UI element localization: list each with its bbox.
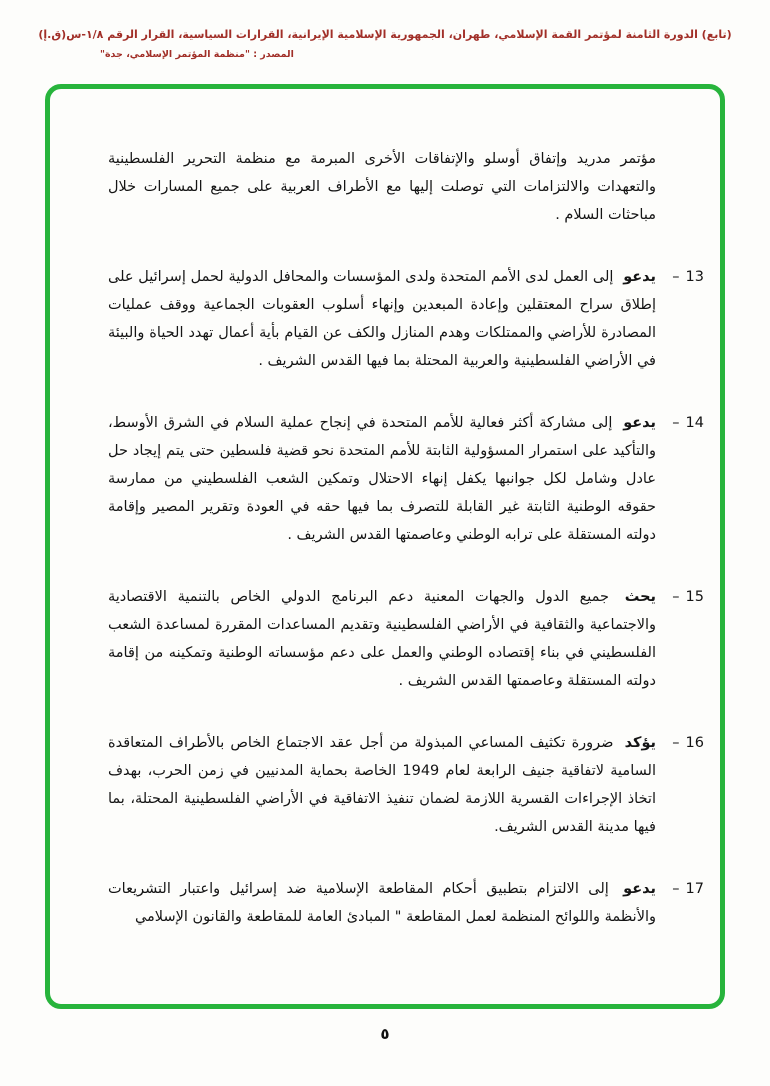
source-label: المصدر : xyxy=(253,49,294,60)
item-dash: – xyxy=(672,415,680,431)
item-marker xyxy=(672,409,704,437)
page-number: ٥ xyxy=(380,1025,390,1043)
resolution-item-16 xyxy=(108,729,704,841)
item-number: 13 xyxy=(685,269,704,285)
item-dash: – xyxy=(672,589,680,605)
intro-paragraph: مؤتمر مدريد وإتفاق أوسلو والإتفاقات الأخرى المبرمة مع منظمة التحرير الفلسطينية والتعهدات والالتزامات التي توصلت إليها مع الأطراف العربية على جميع المسارات خلال مباحثات السلام . xyxy=(108,151,656,223)
item-lead-word: يدعو xyxy=(623,881,656,897)
content-frame xyxy=(45,84,725,1009)
item-text xyxy=(108,875,656,931)
document-header xyxy=(0,0,770,60)
item-body: إلى الالتزام بتطبيق أحكام المقاطعة الإسلامية ضد إسرائيل واعتبار التشريعات والأنظمة واللوائح المنظمة لعمل المقاطعة " المبادئ العامة للمقاطعة والقانون الإسلامي xyxy=(108,881,656,925)
header-title: (تابع) الدورة الثامنة لمؤتمر القمة الإسلامي، طهران، الجمهورية الإسلامية الإيرانية، القرارات السياسية، القرار الرقم ١/٨-س(ق.إ) xyxy=(38,28,732,41)
item-lead-word: يدعو xyxy=(623,269,657,285)
item-number: 17 xyxy=(685,881,704,897)
resolution-item-15 xyxy=(108,583,704,695)
item-marker xyxy=(672,583,704,611)
item-lead-word: يحث xyxy=(624,589,656,605)
item-marker xyxy=(672,875,704,903)
item-body: إلى مشاركة أكثر فعالية للأمم المتحدة في إنجاح عملية السلام في الشرق الأوسط، والتأكيد على استمرار المسؤولية الثابتة للأمم المتحدة نحو قضية فلسطين حتى يتم إيجاد حل عادل وشامل لكل جوانبها يكفل إنهاء الاحتلال وتمكين الشعب الفلسطيني من ممارسة حقوقه الوطنية الثابتة غير القابلة للتصرف بما فيها حقه في العودة وتقرير المصير وإقامة دولته المستقلة على ترابه الوطني وعاصمتها القدس الشريف . xyxy=(108,415,656,543)
item-body: ضرورة تكثيف المساعي المبذولة من أجل عقد الاجتماع الخاص بالأطراف المتعاقدة السامية لاتفاقية جنيف الرابعة لعام 1949 الخاصة بحماية المدنيين في زمن الحرب، بهدف اتخاذ الإجراءات القسرية اللازمة لضمان تنفيذ الاتفاقية في الأراضي الفلسطينية المحتلة، بما فيها مدينة القدس الشريف. xyxy=(108,735,656,835)
document-footer xyxy=(0,1025,770,1043)
item-marker xyxy=(672,729,704,757)
item-text xyxy=(108,583,656,695)
item-lead-word: يؤكد xyxy=(624,735,656,751)
item-text xyxy=(108,409,656,549)
item-number: 15 xyxy=(685,589,704,605)
item-body: إلى العمل لدى الأمم المتحدة ولدى المؤسسات والمحافل الدولية لحمل إسرائيل على إطلاق سراح المعتقلين وإعادة المبعدين وإنهاء أسلوب العقوبات الجماعية ووقف عمليات المصادرة للأراضي والممتلكات وهدم المنازل والكف عن القيام بأية أعمال تهدد الحياة والبيئة في الأراضي الفلسطينية والعربية المحتلة بما فيها القدس الشريف . xyxy=(108,269,656,369)
item-body: جميع الدول والجهات المعنية دعم البرنامج الدولي الخاص بالتنمية الاقتصادية والاجتماعية والثقافية في الأراضي الفلسطينية وتقديم المساعدات المقررة لمساعدة الشعب الفلسطيني في بناء إقتصاده الوطني والعمل على دعم مؤسساته الوطنية وتمكينه من إقامة دولته المستقلة وعاصمتها القدس الشريف . xyxy=(108,589,656,689)
document-content xyxy=(50,89,720,981)
item-dash: – xyxy=(672,735,680,751)
resolution-item-14 xyxy=(108,409,704,549)
item-lead-word: يدعو xyxy=(623,415,657,431)
item-text xyxy=(108,729,656,841)
header-source-line xyxy=(0,49,770,60)
resolution-item-13 xyxy=(108,263,704,375)
item-marker xyxy=(672,263,704,291)
item-dash: – xyxy=(672,269,680,285)
source-value: "منظمة المؤتمر الإسلامي، جدة" xyxy=(100,49,250,60)
item-text xyxy=(108,263,656,375)
resolution-item-17 xyxy=(108,875,704,931)
item-number: 16 xyxy=(685,735,704,751)
item-dash: – xyxy=(672,881,680,897)
item-number: 14 xyxy=(685,415,704,431)
